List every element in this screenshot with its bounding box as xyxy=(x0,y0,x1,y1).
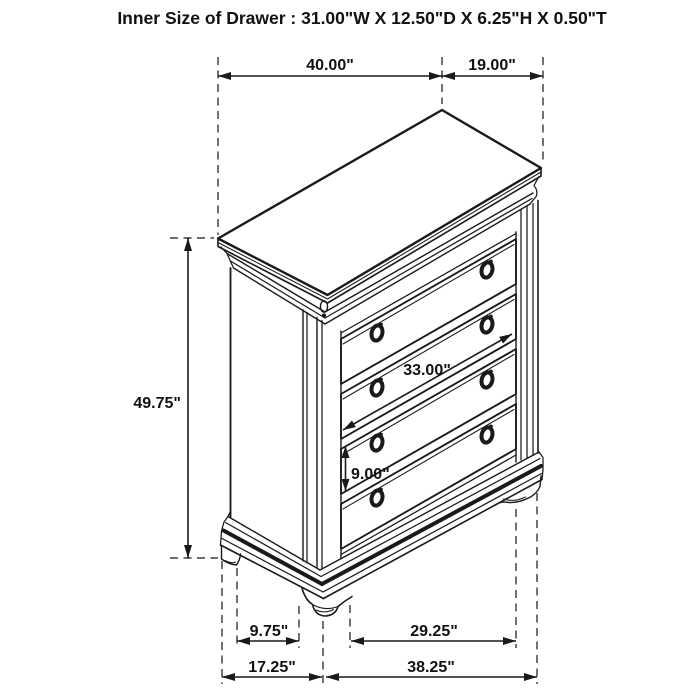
dim-label-overall-height: 49.75" xyxy=(133,395,181,412)
dim-overall-height xyxy=(133,238,192,558)
drawer-pull-icon xyxy=(370,376,385,397)
front-corner-foot xyxy=(302,588,352,616)
dim-label-drawer-height: 9.00" xyxy=(351,466,390,483)
base-molding-side xyxy=(221,511,324,599)
diagram-title: Inner Size of Drawer : 31.00"W X 12.50"D X 6.25"H X 0.50"T xyxy=(117,8,607,28)
dim-label-floor-width: 38.25" xyxy=(407,659,455,676)
dim-front-foot-spacing xyxy=(351,623,516,645)
drawer-pull-icon xyxy=(480,313,495,334)
dim-label-side-foot-spacing: 9.75" xyxy=(249,623,289,640)
drawer-pull-icon xyxy=(480,423,495,444)
dim-side-foot-spacing xyxy=(237,623,299,645)
dim-drawer-height xyxy=(342,446,390,491)
dim-label-front-foot-spacing: 29.25" xyxy=(410,623,458,640)
dim-floor-width xyxy=(326,659,537,681)
front-left-post xyxy=(303,310,341,569)
dim-top-depth xyxy=(442,57,543,80)
drawer-pull-icon xyxy=(480,368,495,389)
dim-drawer-width xyxy=(343,334,512,430)
chest-drawing xyxy=(218,110,543,616)
front-right-post xyxy=(516,201,538,463)
drawer-pull-icon xyxy=(370,431,385,452)
dim-label-floor-depth: 17.25" xyxy=(248,659,296,676)
dim-top-width xyxy=(218,57,442,80)
drawer-pull-icon xyxy=(480,258,495,279)
dim-label-drawer-width: 33.00" xyxy=(403,362,451,379)
back-left-foot xyxy=(222,546,241,566)
dim-label-top-width: 40.00" xyxy=(306,57,354,74)
drawer-pull-icon xyxy=(370,321,385,342)
dim-floor-depth xyxy=(222,659,322,681)
dim-label-top-depth: 19.00" xyxy=(468,57,516,74)
drawer-pull-icon xyxy=(370,486,385,507)
